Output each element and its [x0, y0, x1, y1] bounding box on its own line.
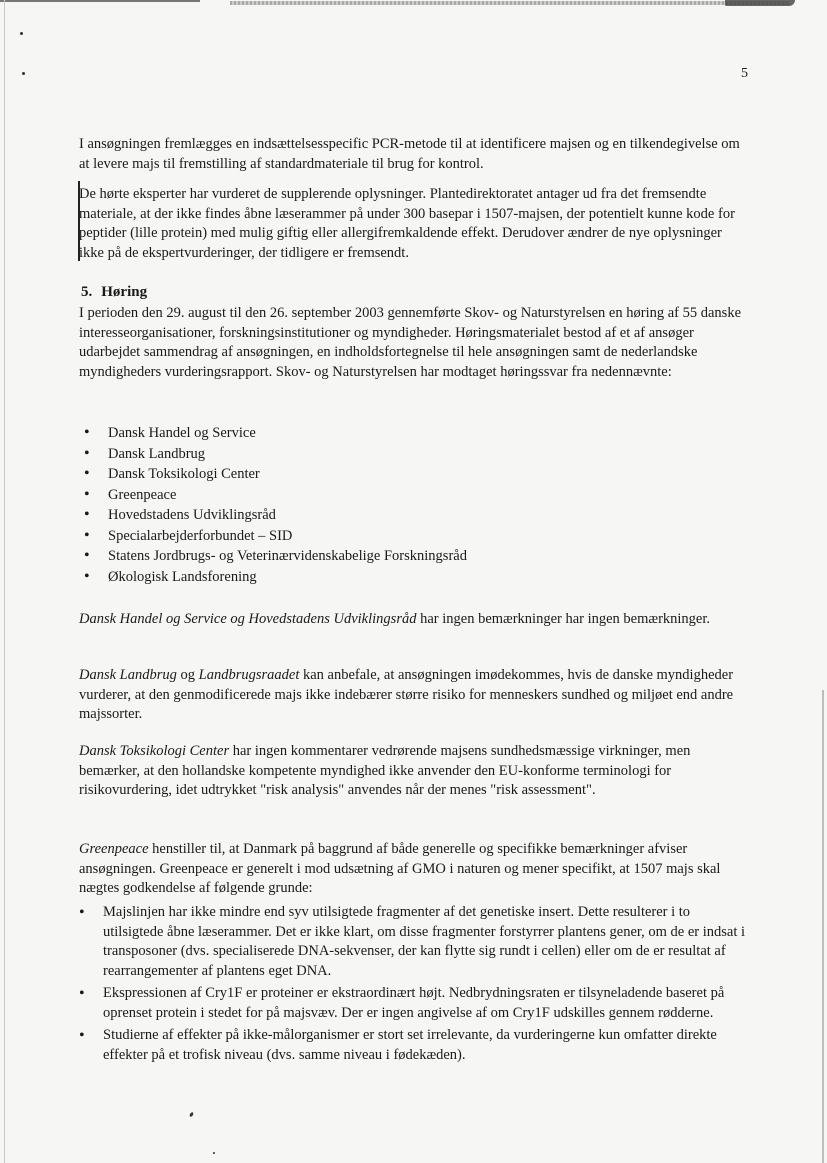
organisation-name: Dansk Landbrug	[79, 667, 177, 683]
section-heading	[81, 284, 147, 301]
name-joiner: og	[176, 667, 199, 683]
response-text: kan anbefale, at ansøgningen imødekommes, hvis de danske myndigheder vurderer, at den genmodificerede majs ikke indebærer større risiko for menneskers sundhed og miljøet end andre majssorter.	[79, 667, 734, 722]
paragraph-hearing-intro	[79, 304, 747, 382]
scan-speck	[20, 32, 23, 35]
list-item: • Majslinjen har ikke mindre end syv utilsigtede fragmenter af det genetiske insert. Dette resulterer i to utilsigtede åbne læserammer. Det er ikke klart, om disse fragmenter forstyrrer plantens gener, om de er indsat i transposoner (dvs. specialiserede DNA-sekvenser, der kan flytte sig rundt i cellen) eller om de er resultat af rearrangementer af plantens eget DNA.	[79, 903, 747, 981]
list-item: • Specialarbejderforbundet – SID	[80, 526, 467, 547]
respondent-list	[80, 423, 467, 587]
greenpeace-points	[79, 903, 747, 1068]
organisation-name: Landbrugsraadet	[198, 667, 300, 683]
list-item: • Hovedstadens Udviklingsråd	[80, 505, 467, 526]
paragraph-pcr	[79, 135, 747, 174]
scan-speck	[22, 72, 25, 75]
response-text: henstiller til, at Danmark på baggrund af både generelle og specifikke bemærkninger afviser ansøgningen. Greenpeace er generelt i mod udsætning af GMO i naturen og mener specifikt, at 1507 majs skal nægtes godkendelse af følgende grunde:	[79, 841, 721, 896]
paragraph-text: I perioden den 29. august til den 26. september 2003 gennemførte Skov- og Naturstyrelsen en høring af 55 danske interesseorganisationer, forskningsinstitutioner og myndigheder. Høringsmaterialet bestod af et af ansøger udarbejdet sammendrag af ansøgningen, en indholdsfortegnelse til hele ansøgningen samt de nederlandske myndigheders vurderingsrapport. Skov- og Naturstyrelsen har modtaget høringssvar fra nedennævnte:	[79, 305, 742, 380]
scan-artifact-top-left	[0, 0, 200, 2]
scan-artifact-top	[230, 1, 790, 5]
list-item: • Studierne af effekter på ikke-målorganismer er stort set irrelevante, da vurderingerne kun omfatter direkte effekter på et trofisk niveau (dvs. samme niveau i fødekæden).	[79, 1026, 747, 1065]
paragraph-text: De hørte eksperter har vurderet de supplerende oplysninger. Plantedirektoratet antager ud fra det fremsendte materiale, at der ikke findes åbne læserammer på under 300 basepar i 1507-majsen, der potentielt kunne kode for peptider (lille protein) med mulig giftig eller allergifremkaldende effekt. Derudover ændrer de nye oplysninger ikke på de ekspertvurderinger, der tidligere er fremsendt.	[79, 186, 735, 261]
list-item: • Økologisk Landsforening	[80, 567, 467, 588]
paragraph-experts	[79, 185, 747, 263]
list-item: • Statens Jordbrugs- og Veterinærvidenskabelige Forskningsråd	[80, 546, 467, 567]
organisation-name: Greenpeace	[79, 841, 149, 857]
response-toksikologi	[79, 742, 747, 801]
page-number: 5	[741, 66, 748, 81]
response-dansk-landbrug	[79, 666, 747, 725]
list-item: • Dansk Toksikologi Center	[80, 464, 467, 485]
scan-speck	[189, 1112, 194, 1118]
list-item: • Dansk Handel og Service	[80, 423, 467, 444]
organisation-name: Dansk Handel og Service og Hovedstadens Udviklingsråd	[79, 611, 417, 627]
response-text: har ingen kommentarer vedrørende majsens sundhedsmæssige virkninger, men bemærker, at den hollandske kompetente myndighed ikke anvender den EU-konforme terminologi for risikovurdering, idet udtrykket "risk analysis" anvendes når der menes "risk assessment".	[79, 743, 691, 798]
response-dansk-handel	[79, 610, 747, 630]
paragraph-text: I ansøgningen fremlægges en indsættelsesspecific PCR-metode til at identificere majsen og en tilkendegivelse om at levere majs til fremstilling af standardmateriale til brug for kontrol.	[79, 136, 740, 172]
scan-speck	[213, 1152, 215, 1154]
scan-edge-right	[822, 690, 824, 1163]
scan-edge-left	[4, 0, 5, 1163]
response-greenpeace	[79, 840, 747, 899]
list-item: • Dansk Landbrug	[80, 444, 467, 465]
list-item: • Ekspressionen af Cry1F er proteiner er ekstraordinært højt. Nedbrydningsraten er tilsyneladende baseret på oprenset protein i stedet for på majsvæv. Der er ingen angivelse af om Cry1F udskilles gennem rødderne.	[79, 984, 747, 1023]
section-title: Høring	[101, 284, 148, 300]
section-number: 5.	[81, 284, 93, 300]
organisation-name: Dansk Toksikologi Center	[79, 743, 230, 759]
scan-artifact-top-right	[725, 0, 795, 6]
list-item: • Greenpeace	[80, 485, 467, 506]
response-text: har ingen bemærkninger har ingen bemærkninger.	[416, 611, 711, 627]
